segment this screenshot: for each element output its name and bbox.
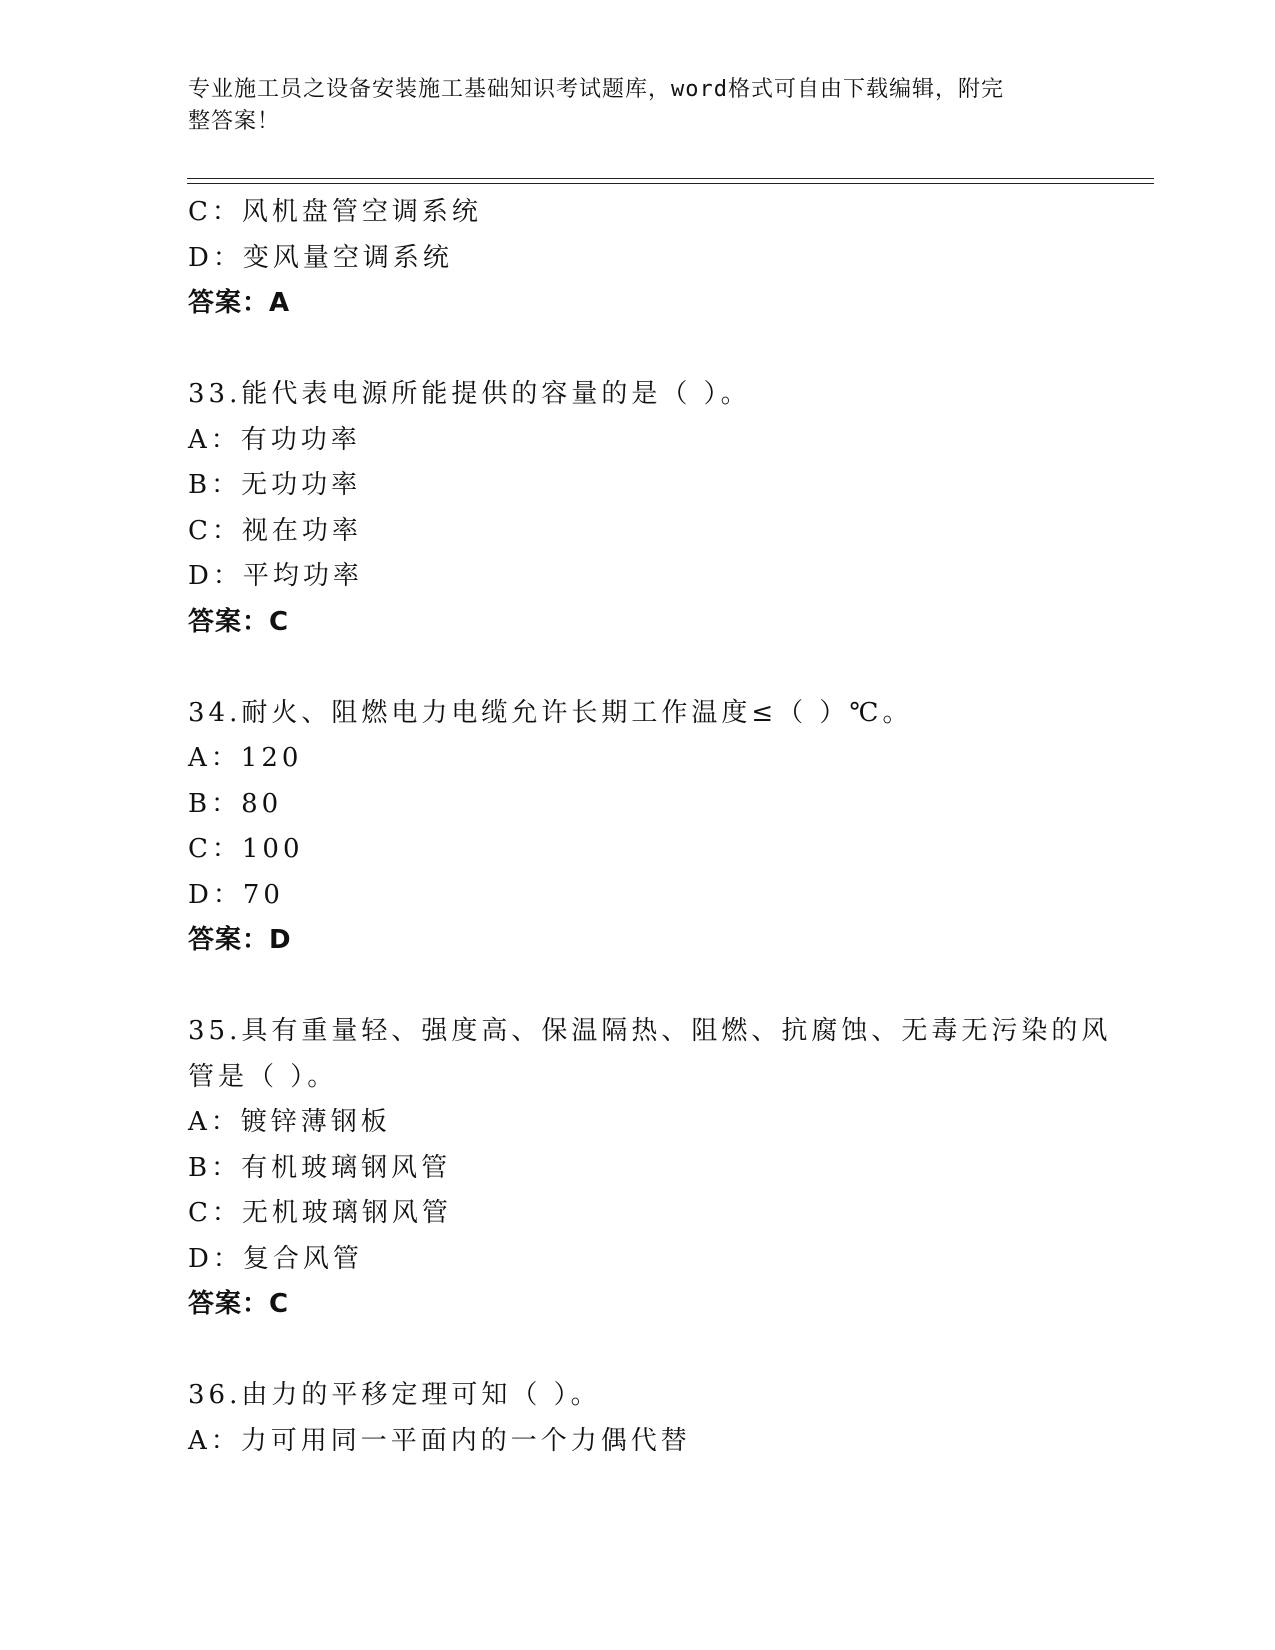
option-line: D：复合风管 — [188, 1243, 363, 1274]
option-line: D：变风量空调系统 — [188, 242, 453, 273]
question-32-continuation — [188, 190, 1148, 327]
option-line: A：镀锌薄钢板 — [188, 1107, 391, 1137]
option-line: B：80 — [188, 788, 283, 819]
option-line: C：100 — [188, 834, 304, 864]
answer-line: 答案：A — [188, 288, 291, 318]
answer-line: 答案：C — [188, 1289, 290, 1319]
header-line-2: 整答案！ — [188, 109, 281, 134]
question-stem-continued: 管是（ ）。 — [188, 1061, 338, 1092]
option-line: A：有功功率 — [188, 424, 361, 455]
question-34 — [188, 691, 1148, 964]
option-line: C：视在功率 — [188, 515, 362, 546]
spacer — [188, 645, 1148, 691]
question-stem: 36.由力的平移定理可知（ ）。 — [188, 1380, 601, 1410]
answer-line: 答案：D — [188, 925, 292, 955]
option-line: B：无功功率 — [188, 470, 362, 500]
option-line: D：70 — [188, 879, 284, 910]
question-list — [188, 190, 1148, 1464]
spacer — [188, 327, 1148, 373]
spacer — [188, 1328, 1148, 1374]
spacer — [188, 964, 1148, 1010]
question-stem: 34.耐火、阻燃电力电缆允许长期工作温度≤（ ）℃。 — [188, 697, 913, 728]
answer-line: 答案：C — [188, 606, 290, 637]
option-line: C：无机玻璃钢风管 — [188, 1198, 452, 1228]
header-divider-top — [187, 178, 1154, 179]
question-stem: 35.具有重量轻、强度高、保温隔热、阻燃、抗腐蚀、无毒无污染的风 — [188, 1016, 1112, 1046]
question-35 — [188, 1009, 1148, 1328]
question-stem: 33.能代表电源所能提供的容量的是（ ）。 — [188, 379, 751, 409]
option-line: B：有机玻璃钢风管 — [188, 1152, 452, 1183]
option-line: A：力可用同一平面内的一个力偶代替 — [188, 1425, 691, 1456]
header-line-1: 专业施工员之设备安装施工基础知识考试题库，word格式可自由下载编辑，附完 — [188, 77, 1004, 102]
header-divider-bottom — [187, 183, 1154, 184]
option-line: D：平均功率 — [188, 561, 363, 591]
document-header — [188, 74, 1068, 138]
option-line: A：120 — [188, 743, 303, 773]
question-33 — [188, 372, 1148, 645]
question-36 — [188, 1373, 1148, 1464]
option-line: C：风机盘管空调系统 — [188, 197, 482, 227]
